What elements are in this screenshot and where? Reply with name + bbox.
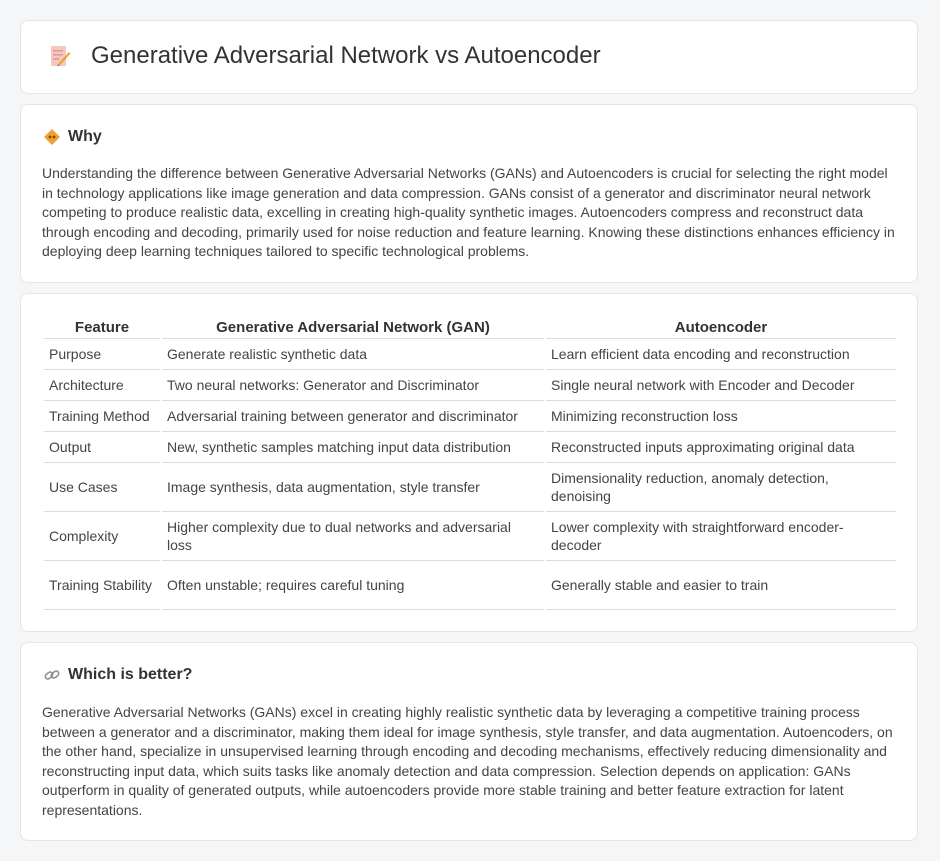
header-feature: Feature — [44, 316, 160, 339]
table-row — [44, 370, 896, 401]
table-row — [44, 339, 896, 370]
autoencoder-cell: Single neural network with Encoder and Decoder — [546, 370, 896, 401]
gan-cell: Two neural networks: Generator and Discriminator — [162, 370, 544, 401]
feature-cell: Output — [44, 432, 160, 463]
feature-cell: Training Method — [44, 401, 160, 432]
table-row — [44, 432, 896, 463]
which-is-better-section — [20, 642, 918, 841]
gan-cell: New, synthetic samples matching input data distribution — [162, 432, 544, 463]
better-heading — [43, 665, 192, 685]
autoencoder-cell: Generally stable and easier to train — [546, 561, 896, 610]
gan-cell: Often unstable; requires careful tuning — [162, 561, 544, 610]
gan-cell: Image synthesis, data augmentation, style transfer — [162, 463, 544, 512]
feature-cell: Use Cases — [44, 463, 160, 512]
feature-cell: Purpose — [44, 339, 160, 370]
why-text: Understanding the difference between Generative Adversarial Networks (GANs) and Autoencoders is crucial for selecting the right model in technology applications like image generation and data compression. GANs consist of a generator and discriminator neural network competing to produce realistic data, excelling in creating high-quality synthetic images. Autoencoders compress and reconstruct data through encoding and decoding, primarily used for noise reduction and feature learning. Knowing these distinctions enhances efficiency in deploying deep learning techniques tailored to specific technological problems. — [42, 165, 895, 259]
feature-cell: Complexity — [44, 512, 160, 561]
table-row — [44, 512, 896, 561]
better-text: Generative Adversarial Networks (GANs) excel in creating highly realistic synthetic data by leveraging a competitive training process between a generator and a discriminator, making them ideal for image synthesis, style transfer, and data augmentation. Autoencoders, on the other hand, specialize in unsupervised learning through encoding and decoding mechanisms, effectively reducing dimensionality and reconstructing input data, which suits tasks like anomaly detection and data compression. Selection depends on application: GANs outperform in quality of generated outputs, while autoencoders provide more stable training and better feature extraction for latent representations. — [42, 704, 893, 818]
header-gan: Generative Adversarial Network (GAN) — [162, 316, 544, 339]
gan-cell: Generate realistic synthetic data — [162, 339, 544, 370]
better-title: Which is better? — [68, 666, 193, 683]
comparison-table — [42, 316, 898, 610]
document-pencil-icon — [45, 41, 75, 71]
why-title: Why — [68, 128, 102, 145]
autoencoder-cell: Dimensionality reduction, anomaly detection, denoising — [546, 463, 896, 512]
table-row — [44, 463, 896, 512]
gan-cell: Adversarial training between generator and discriminator — [162, 401, 544, 432]
title-row — [45, 41, 601, 71]
diamond-icon — [43, 128, 61, 146]
comparison-section — [20, 293, 918, 632]
feature-cell: Training Stability — [44, 561, 160, 610]
why-section — [20, 104, 918, 283]
page-title: Generative Adversarial Network vs Autoencoder — [91, 42, 601, 69]
autoencoder-cell: Minimizing reconstruction loss — [546, 401, 896, 432]
why-heading — [43, 127, 102, 147]
autoencoder-cell: Reconstructed inputs approximating original data — [546, 432, 896, 463]
header-card — [20, 20, 918, 94]
feature-cell: Architecture — [44, 370, 160, 401]
link-icon — [43, 666, 61, 684]
table-row — [44, 401, 896, 432]
table-row — [44, 561, 896, 610]
table-header-row — [44, 316, 896, 339]
autoencoder-cell: Lower complexity with straightforward encoder-decoder — [546, 512, 896, 561]
gan-cell: Higher complexity due to dual networks and adversarial loss — [162, 512, 544, 561]
autoencoder-cell: Learn efficient data encoding and reconstruction — [546, 339, 896, 370]
header-autoencoder: Autoencoder — [546, 316, 896, 339]
